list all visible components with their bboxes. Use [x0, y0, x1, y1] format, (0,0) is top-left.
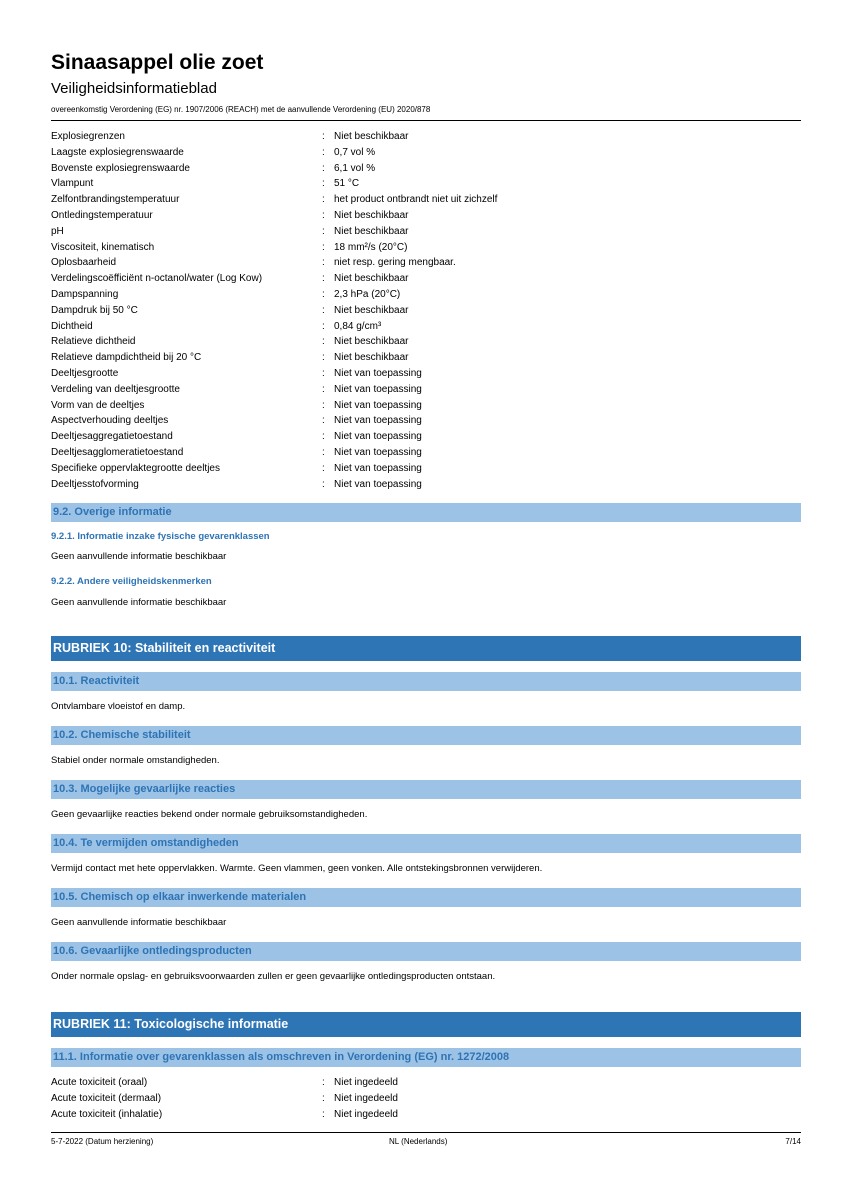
property-row: [51, 319, 801, 335]
property-row-value: 6,1 vol %: [334, 162, 376, 174]
toxicity-row-value: Niet ingedeeld: [334, 1108, 398, 1120]
section-10-2-text: Stabiel onder normale omstandigheden.: [51, 755, 220, 766]
property-row-label: Explosiegrenzen: [51, 131, 125, 142]
property-row: [51, 398, 801, 414]
section-9-2-2-heading: 9.2.2. Andere veiligheidskenmerken: [51, 576, 212, 587]
rubriek-10-heading: RUBRIEK 10: Stabiliteit en reactiviteit: [53, 641, 276, 655]
property-row-label: Laagste explosiegrenswaarde: [51, 146, 184, 158]
section-9-2-heading: 9.2. Overige informatie: [53, 506, 172, 518]
section-10-2-heading: 10.2. Chemische stabiliteit: [53, 729, 191, 741]
property-row: [51, 161, 801, 177]
footer-page-number: 7/14: [785, 1137, 801, 1146]
document-title: Sinaasappel olie zoet: [51, 51, 264, 74]
property-row-separator: :: [322, 131, 325, 142]
property-row-separator: :: [322, 352, 325, 364]
property-row-label: Relatieve dampdichtheid bij 20 °C: [51, 352, 202, 364]
toxicity-row-label: Acute toxiciteit (dermaal): [51, 1092, 162, 1104]
property-row-value: 2,3 hPa (20°C): [334, 289, 401, 300]
property-row-separator: :: [322, 194, 325, 206]
property-row-label: Verdeling van deeltjesgrootte: [51, 383, 180, 395]
property-row-label: Vorm van de deeltjes: [51, 399, 145, 411]
property-row-label: Ontledingstemperatuur: [51, 210, 153, 221]
section-10-6-heading: 10.6. Gevaarlijke ontledingsproducten: [53, 945, 252, 957]
property-row-value: 0,84 g/cm³: [334, 320, 382, 332]
property-row-separator: :: [322, 447, 325, 458]
property-row-value: niet resp. gering mengbaar.: [334, 257, 456, 269]
property-row-separator: :: [322, 431, 325, 443]
section-10-6-text: Onder normale opslag- en gebruiksvoorwaarden zullen er geen gevaarlijke ontledingsproducten ontstaan.: [51, 971, 496, 982]
property-row-separator: :: [322, 383, 325, 395]
section-9-2-bar: [51, 503, 801, 522]
property-row-value: Niet beschikbaar: [334, 225, 409, 237]
property-row: [51, 129, 801, 145]
property-row-value: 51 °C: [334, 178, 360, 190]
header-divider: [51, 120, 801, 121]
property-row-value: Niet van toepassing: [334, 415, 422, 427]
property-row-value: Niet beschikbaar: [334, 131, 409, 142]
property-row-separator: :: [322, 415, 325, 427]
property-row: [51, 176, 801, 192]
toxicity-row-separator: :: [322, 1092, 325, 1104]
property-row-label: Aspectverhouding deeltjes: [51, 415, 169, 427]
footer-language: NL (Nederlands): [389, 1137, 448, 1146]
section-10-1-heading: 10.1. Reactiviteit: [53, 675, 140, 687]
property-row: [51, 334, 801, 350]
rubriek-11-heading: RUBRIEK 11: Toxicologische informatie: [53, 1017, 289, 1031]
section-9-2-1-heading: 9.2.1. Informatie inzake fysische gevarenklassen: [51, 531, 270, 542]
property-row-value: Niet beschikbaar: [334, 352, 409, 364]
property-row-label: Bovenste explosiegrenswaarde: [51, 162, 190, 174]
toxicity-row: [51, 1075, 801, 1091]
toxicity-row-value: Niet ingedeeld: [334, 1092, 398, 1104]
property-row-value: Niet beschikbaar: [334, 273, 409, 285]
property-row: [51, 224, 801, 240]
regulation-note: overeenkomstig Verordening (EG) nr. 1907/2006 (REACH) met de aanvullende Verordening (EU) 2020/878: [51, 105, 431, 114]
property-row: [51, 429, 801, 445]
section-10-5-bar: [51, 888, 801, 907]
property-row-value: Niet van toepassing: [334, 399, 422, 411]
property-row-value: Niet van toepassing: [334, 368, 422, 379]
section-10-4-bar: [51, 834, 801, 853]
property-row-separator: :: [322, 478, 325, 490]
toxicity-row-label: Acute toxiciteit (oraal): [51, 1077, 148, 1088]
property-row-separator: :: [322, 462, 325, 474]
toxicity-row-label: Acute toxiciteit (inhalatie): [51, 1108, 163, 1120]
property-row-label: Deeltjesagglomeratietoestand: [51, 447, 184, 458]
property-row: [51, 382, 801, 398]
document-subtitle: Veiligheidsinformatieblad: [51, 80, 217, 97]
property-row-separator: :: [322, 399, 325, 411]
property-row-separator: :: [322, 273, 325, 285]
property-row-label: pH: [51, 225, 64, 237]
property-row: [51, 271, 801, 287]
rubriek-11-bar: [51, 1012, 801, 1037]
toxicity-row-separator: :: [322, 1108, 325, 1120]
section-10-6-bar: [51, 942, 801, 961]
property-row: [51, 240, 801, 256]
property-row-value: Niet beschikbaar: [334, 304, 409, 316]
property-row: [51, 255, 801, 271]
property-row: [51, 445, 801, 461]
section-10-5-heading: 10.5. Chemisch op elkaar inwerkende materialen: [53, 891, 307, 903]
footer-divider: [51, 1132, 801, 1133]
section-10-2-bar: [51, 726, 801, 745]
property-row: [51, 461, 801, 477]
section-10-1-bar: [51, 672, 801, 691]
property-row-value: Niet van toepassing: [334, 447, 422, 458]
property-row-separator: :: [322, 178, 325, 190]
toxicity-row-separator: :: [322, 1077, 325, 1088]
property-row-label: Relatieve dichtheid: [51, 336, 136, 348]
property-row-separator: :: [322, 225, 325, 237]
property-row-label: Vlampunt: [51, 178, 94, 190]
property-row-value: Niet van toepassing: [334, 431, 422, 443]
property-row-value: Niet van toepassing: [334, 383, 422, 395]
section-10-4-heading: 10.4. Te vermijden omstandigheden: [53, 837, 239, 849]
property-row-separator: :: [322, 146, 325, 158]
property-row-separator: :: [322, 289, 325, 300]
property-row-separator: :: [322, 257, 325, 269]
property-row-separator: :: [322, 162, 325, 174]
property-row-label: Deeltjesgrootte: [51, 368, 119, 379]
property-row-label: Specifieke oppervlaktegrootte deeltjes: [51, 462, 220, 474]
property-row: [51, 287, 801, 303]
toxicity-row: [51, 1107, 801, 1123]
toxicity-row: [51, 1091, 801, 1107]
property-row-label: Deeltjesaggregatietoestand: [51, 431, 173, 443]
property-row-value: Niet beschikbaar: [334, 210, 409, 221]
property-row-label: Zelfontbrandingstemperatuur: [51, 194, 180, 206]
section-9-2-2-text: Geen aanvullende informatie beschikbaar: [51, 597, 227, 608]
property-row-label: Dampdruk bij 50 °C: [51, 304, 138, 316]
property-row-separator: :: [322, 336, 325, 348]
property-row-label: Dampspanning: [51, 289, 119, 300]
toxicity-row-value: Niet ingedeeld: [334, 1077, 398, 1088]
property-row-value: het product ontbrandt niet uit zichzelf: [334, 194, 498, 206]
property-row-value: 18 mm²/s (20°C): [334, 241, 408, 253]
property-row: [51, 145, 801, 161]
property-row: [51, 477, 801, 493]
section-10-3-text: Geen gevaarlijke reacties bekend onder normale gebruiksomstandigheden.: [51, 809, 368, 820]
property-row-value: Niet van toepassing: [334, 478, 422, 490]
section-11-1-heading: 11.1. Informatie over gevarenklassen als omschreven in Verordening (EG) nr. 1272/2008: [53, 1051, 510, 1063]
property-row-label: Oplosbaarheid: [51, 257, 117, 269]
property-row-label: Deeltjesstofvorming: [51, 478, 139, 490]
rubriek-10-bar: [51, 636, 801, 661]
property-row-separator: :: [322, 320, 325, 332]
property-row: [51, 366, 801, 382]
section-9-2-1-text: Geen aanvullende informatie beschikbaar: [51, 551, 227, 562]
property-row-separator: :: [322, 304, 325, 316]
property-row-separator: :: [322, 241, 325, 253]
section-10-3-bar: [51, 780, 801, 799]
property-row-label: Viscositeit, kinematisch: [51, 241, 155, 253]
property-row-separator: :: [322, 368, 325, 379]
property-row: [51, 192, 801, 208]
property-row-label: Verdelingscoëfficiënt n-octanol/water (Log Kow): [51, 273, 263, 285]
property-row-value: Niet beschikbaar: [334, 336, 409, 348]
section-10-5-text: Geen aanvullende informatie beschikbaar: [51, 917, 227, 928]
section-10-1-text: Ontvlambare vloeistof en damp.: [51, 701, 186, 712]
section-10-3-heading: 10.3. Mogelijke gevaarlijke reacties: [53, 783, 236, 795]
section-10-4-text: Vermijd contact met hete oppervlakken. Warmte. Geen vlammen, geen vonken. Alle ontstekingsbronnen verwijderen.: [51, 863, 543, 874]
property-row: [51, 350, 801, 366]
footer-revision-date: 5-7-2022 (Datum herziening): [51, 1137, 154, 1146]
section-11-1-bar: [51, 1048, 801, 1067]
property-row-value: 0,7 vol %: [334, 146, 376, 158]
property-row-value: Niet van toepassing: [334, 462, 422, 474]
property-row: [51, 303, 801, 319]
property-row: [51, 413, 801, 429]
property-row-label: Dichtheid: [51, 320, 93, 332]
property-row: [51, 208, 801, 224]
property-row-separator: :: [322, 210, 325, 221]
